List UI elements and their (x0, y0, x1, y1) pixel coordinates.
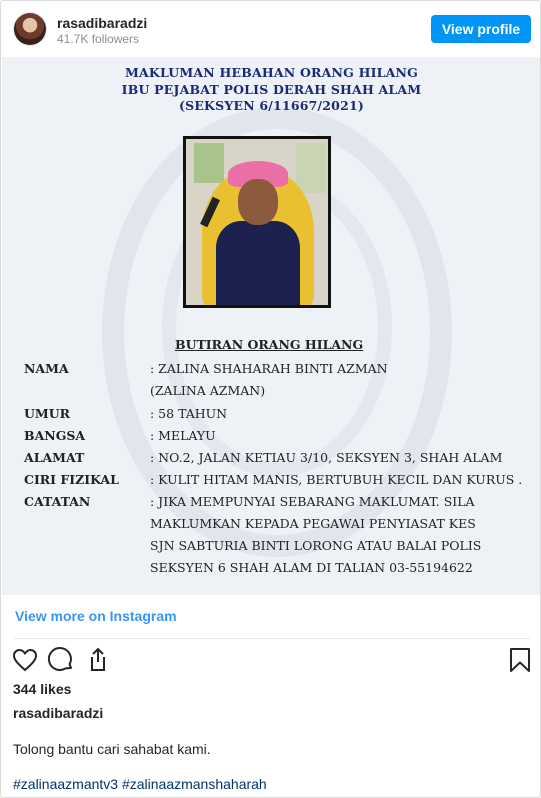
detail-row (2, 472, 541, 492)
detail-value: SJN SABTURIA BINTI LORONG ATAU BALAI POLIS (150, 538, 482, 553)
detail-row (2, 428, 541, 448)
detail-row (2, 538, 541, 558)
detail-label: CIRI FIZIKAL (24, 472, 119, 487)
hashtag-link[interactable]: #zalinaazmanshaharah (121, 776, 267, 792)
like-count[interactable]: 344 likes (13, 681, 72, 697)
detail-value: (ZALINA AZMAN) (150, 383, 266, 398)
detail-row (2, 361, 541, 381)
detail-row (2, 560, 541, 580)
detail-value: : NO.2, JALAN KETIAU 3/10, SEKSYEN 3, SHAH ALAM (150, 450, 503, 465)
poster-title-line-2: IBU PEJABAT POLIS DERAH SHAH ALAM (121, 82, 422, 97)
hashtag-link[interactable]: #zalinaazmantv3 (13, 776, 119, 792)
detail-label: UMUR (24, 406, 71, 421)
follower-count: 41.7K followers (57, 32, 140, 46)
post-header (1, 1, 540, 57)
detail-value: : JIKA MEMPUNYAI SEBARANG MAKLUMAT. SILA (150, 494, 475, 509)
detail-value: : KULIT HITAM MANIS, BERTUBUH KECIL DAN KURUS . (150, 472, 523, 487)
heart-icon[interactable] (11, 646, 39, 674)
detail-value: MAKLUMKAN KEPADA PEGAWAI PENYIASAT KES (150, 516, 476, 531)
divider (14, 638, 530, 639)
share-icon[interactable] (83, 646, 111, 674)
detail-label: CATATAN (24, 494, 91, 509)
detail-value: : MELAYU (150, 428, 216, 443)
detail-row (2, 516, 541, 536)
detail-value: SEKSYEN 6 SHAH ALAM DI TALIAN 03-55194622 (150, 560, 473, 575)
detail-label: NAMA (24, 361, 69, 376)
details-subheading: BUTIRAN ORANG HILANG (175, 337, 364, 352)
view-more-link[interactable]: View more on Instagram (15, 608, 177, 624)
detail-row (2, 450, 541, 470)
detail-label: ALAMAT (24, 450, 85, 465)
detail-row (2, 383, 541, 403)
post-image[interactable] (2, 57, 541, 595)
detail-value: : ZALINA SHAHARAH BINTI AZMAN (150, 361, 388, 376)
caption-text: Tolong bantu cari sahabat kami. (13, 741, 211, 757)
poster-title-line-1: MAKLUMAN HEBAHAN ORANG HILANG (124, 65, 419, 80)
hashtags (13, 776, 267, 792)
poster-title-line-3: (SEKSYEN 6/11667/2021) (178, 98, 364, 113)
avatar[interactable] (14, 13, 46, 45)
comment-icon[interactable] (47, 646, 75, 674)
missing-person-photo (183, 136, 331, 308)
view-profile-button[interactable]: View profile (431, 15, 531, 43)
caption-author[interactable]: rasadibaradzi (13, 705, 104, 721)
username[interactable]: rasadibaradzi (57, 15, 148, 31)
detail-row (2, 494, 541, 514)
detail-row (2, 406, 541, 426)
detail-value: : 58 TAHUN (150, 406, 228, 421)
bookmark-icon[interactable] (506, 646, 534, 674)
detail-label: BANGSA (24, 428, 86, 443)
